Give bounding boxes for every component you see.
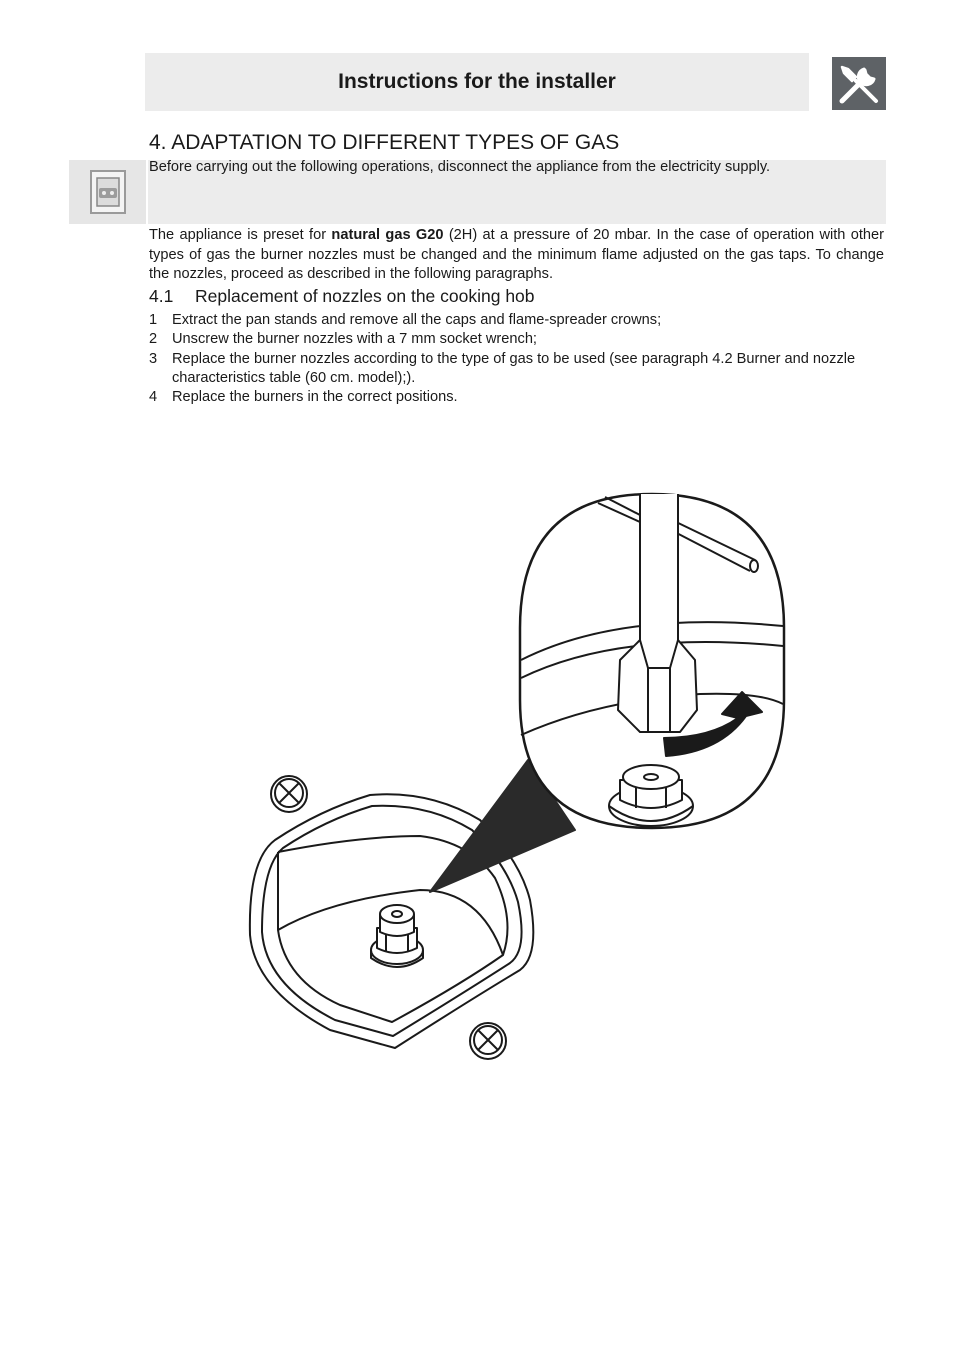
list-item bbox=[149, 311, 884, 330]
section-title-text: ADAPTATION TO DIFFERENT TYPES OF GAS bbox=[171, 131, 620, 154]
nozzle-replacement-illustration bbox=[235, 480, 795, 1080]
list-item bbox=[149, 388, 884, 407]
step-text: Replace the burner nozzles according to the type of gas to be used (see paragraph 4.2 Burner and nozzle characteristics table (60 cm. model);). bbox=[172, 350, 856, 386]
intro-text-bold: natural gas G20 bbox=[331, 227, 444, 243]
screw-icon bbox=[470, 1023, 506, 1059]
step-number: 1 bbox=[149, 312, 158, 328]
steps-list bbox=[149, 311, 884, 407]
step-text: Unscrew the burner nozzles with a 7 mm socket wrench; bbox=[172, 331, 537, 348]
subsection-number: 4.1 bbox=[149, 286, 174, 306]
nozzle-icon bbox=[371, 905, 423, 967]
intro-paragraph bbox=[149, 226, 884, 285]
step-number: 2 bbox=[149, 331, 158, 348]
intro-text-before: The appliance is preset for bbox=[149, 227, 332, 243]
section-number: 4. bbox=[149, 131, 167, 154]
plug-socket-icon bbox=[69, 160, 146, 224]
step-text: Extract the pan stands and remove all the caps and flame-spreader crowns; bbox=[172, 312, 662, 328]
tools-icon bbox=[832, 57, 886, 110]
intro-text-after: (2H) at a pressure of 20 mbar. In the case of operation with other types of gas the burner nozzles must be changed and the minimum flame adjusted on the gas taps. To change the nozzles, proceed as described in the following paragraphs. bbox=[149, 227, 885, 282]
header-title: Instructions for the installer bbox=[338, 70, 616, 93]
step-number: 3 bbox=[149, 350, 158, 367]
step-number: 4 bbox=[149, 389, 158, 406]
screw-icon bbox=[271, 776, 307, 812]
step-text: Replace the burners in the correct positions. bbox=[172, 389, 458, 406]
header-bar bbox=[145, 53, 809, 111]
warning-text: Before carrying out the following operations, disconnect the appliance from the electricity supply. bbox=[149, 159, 771, 175]
section-title bbox=[149, 131, 619, 155]
list-item bbox=[149, 330, 884, 349]
subsection-title-text: Replacement of nozzles on the cooking hob bbox=[195, 286, 535, 306]
list-item bbox=[149, 350, 884, 389]
subsection-title bbox=[149, 286, 535, 307]
